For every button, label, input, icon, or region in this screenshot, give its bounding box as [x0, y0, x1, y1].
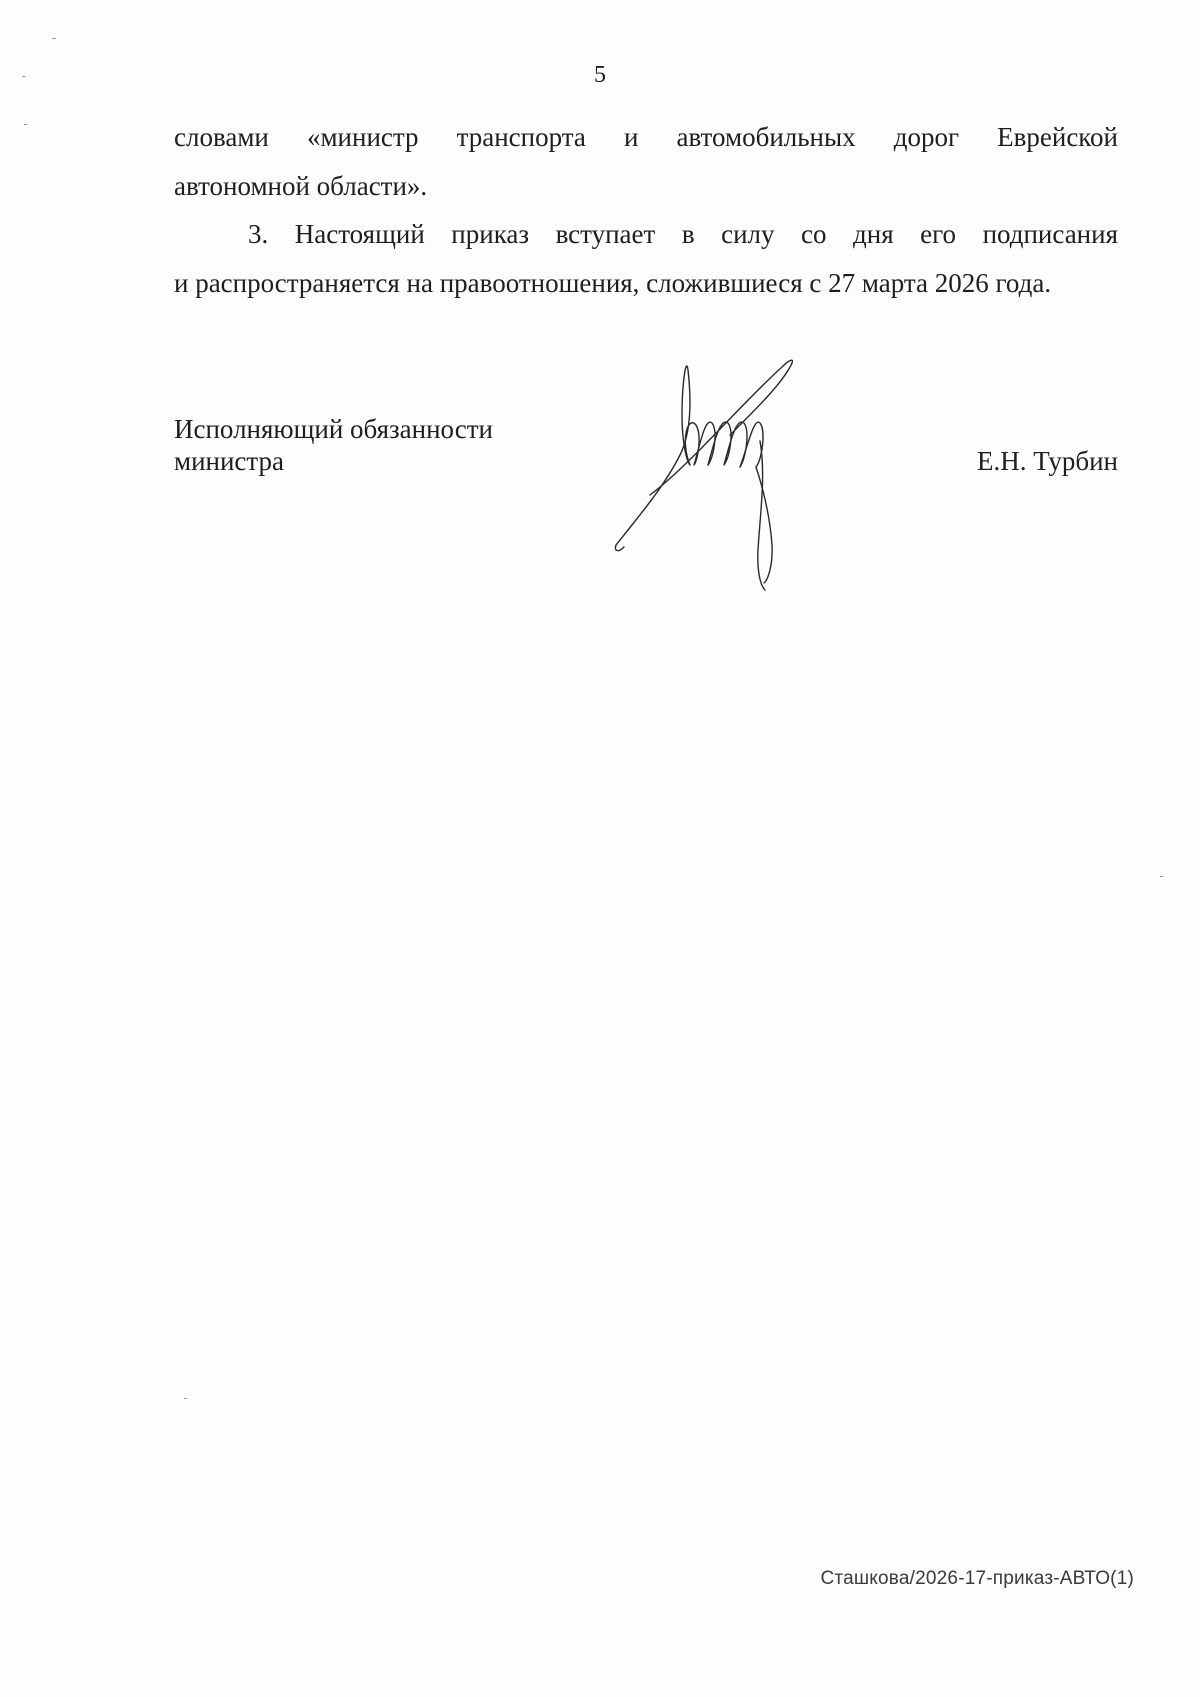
handwritten-signature [610, 345, 810, 595]
scan-speck [184, 1398, 187, 1399]
signer-title-line: министра [174, 446, 285, 476]
paragraph-line: 3. Настоящий приказ вступает в силу со дня его подписания [248, 219, 1118, 249]
signer-title-line: Исполняющий обязанности [174, 414, 493, 444]
signer-name: Е.Н. Турбин [976, 446, 1118, 476]
paragraph-line: словами «министр транспорта и автомобильных дорог Еврейской [174, 122, 1118, 152]
scan-speck [24, 124, 27, 125]
scan-speck [52, 38, 56, 39]
signer-title [174, 413, 493, 477]
page-number: 5 [594, 62, 606, 88]
scan-speck [1160, 876, 1163, 877]
document-reference: Сташкова/2026-17-приказ-АВТО(1) [820, 1568, 1134, 1589]
paragraph-line: и распространяется на правоотношения, сложившиеся с 27 марта 2026 года. [174, 268, 1052, 298]
paragraph-line: автономной области». [174, 171, 428, 201]
paragraph-continuation [174, 113, 1118, 211]
paragraph-clause-3 [174, 210, 1118, 308]
